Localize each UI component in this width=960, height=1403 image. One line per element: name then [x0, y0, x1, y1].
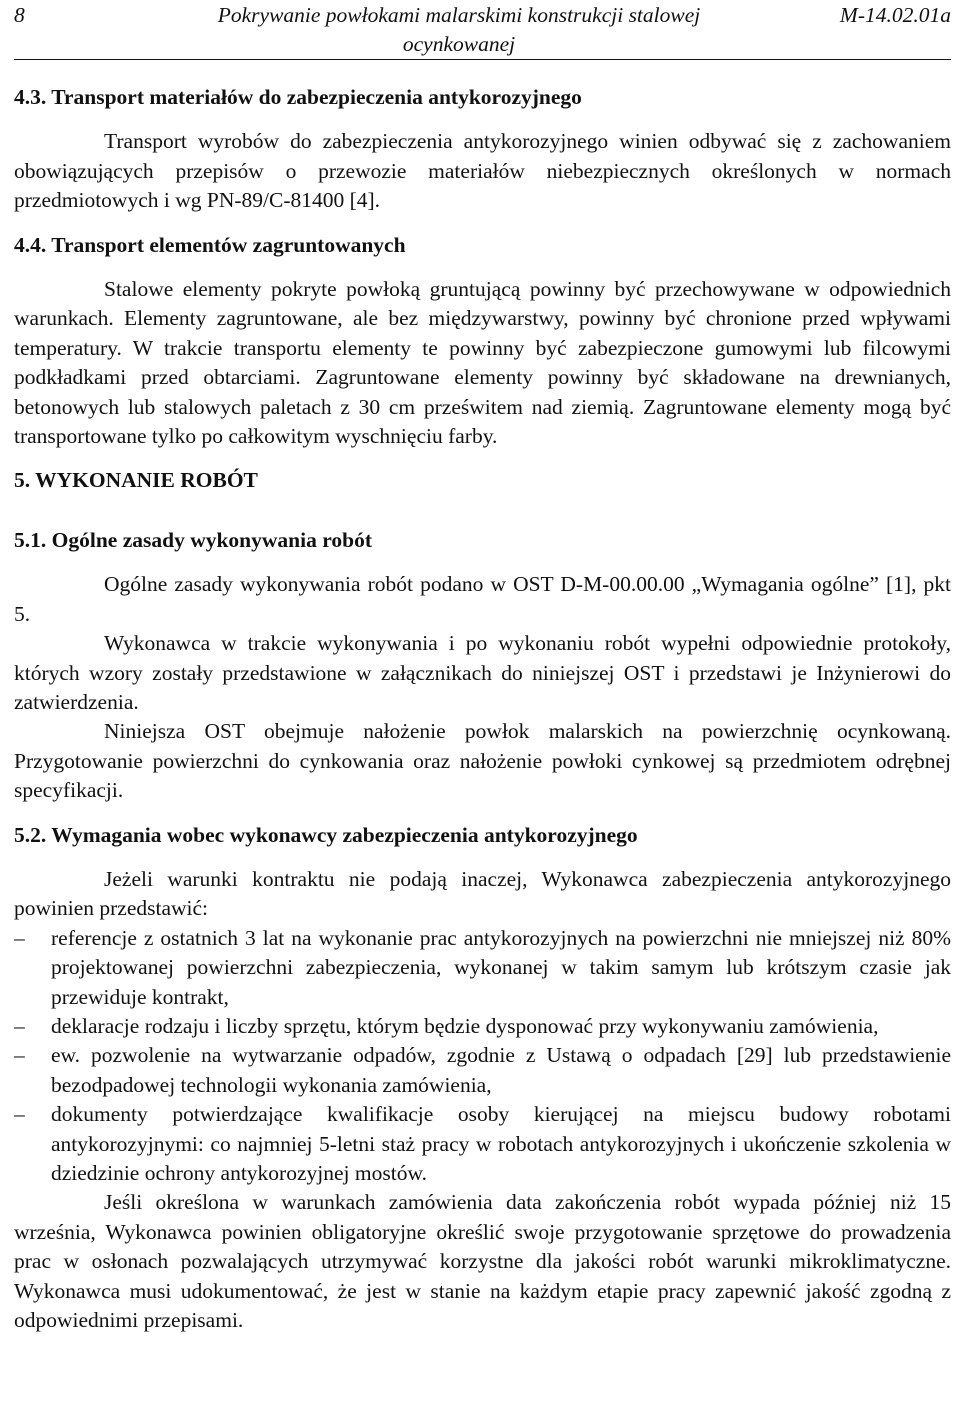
- dash-marker: –: [14, 1013, 25, 1038]
- list-item: [14, 1041, 951, 1100]
- heading-5: 5. WYKONANIE ROBÓT: [14, 468, 258, 493]
- paragraph-5-2-intro: Jeżeli warunki kontraktu nie podają inaczej, Wykonawca zabezpieczenia antykorozyjnego powinien przedstawić:: [14, 866, 951, 921]
- list-item: [14, 1100, 951, 1188]
- dash-marker: –: [14, 925, 25, 950]
- dash-marker: –: [14, 1102, 25, 1127]
- paragraph-4-3: Transport wyrobów do zabezpieczenia antykorozyjnego winien odbywać się z zachowaniem obowiązujących przepisów o przewozie materiałów niebezpiecznych określonych w normach przedmiotowych i wg PN-89/C-81400 [4].: [14, 129, 951, 213]
- paragraph-5-1-a: Ogólne zasady wykonywania robót podano w OST D-M-00.00.00 „Wymagania ogólne” [1], pkt 5.: [14, 572, 951, 626]
- paragraph-5-2-closing: Jeśli określona w warunkach zamówienia data zakończenia robót wypada później niż 15 września, Wykonawca powinien obligatoryjne określić swoje przygotowanie sprzętowe do prowadzenia prac w osłonach pozwalających utrzymywać korzystne dla jakości robót warunki mikroklimatyczne. Wykonawca musi udokumentować, że jest w stanie na każdym etapie pracy zapewnić jakość zgodną z odpowiednimi przepisami.: [14, 1190, 951, 1333]
- header-rule: [14, 59, 951, 60]
- header-title: Pokrywanie powłokami malarskimi konstrukcji stalowej ocynkowanej: [217, 3, 701, 56]
- paragraph-5-1-c: Niniejsza OST obejmuje nałożenie powłok malarskich na powierzchnię ocynkowaną. Przygotowanie powierzchni do cynkowania oraz nałożenie powłoki cynkowej są przedmiotem odrębnej specyfikacji.: [14, 719, 951, 803]
- requirements-list: [14, 924, 951, 1189]
- list-item-text: dokumenty potwierdzające kwalifikacje osoby kierującej na miejscu budowy robotami antykorozyjnymi: co najmniej 5-letni staż pracy w robotach antykorozyjnych i ukończenie szkolenia w dziedzinie ochrony antykorozyjnej mostów.: [51, 1102, 951, 1185]
- heading-4-4: 4.4. Transport elementów zagruntowanych: [14, 232, 406, 257]
- list-item: [14, 1012, 951, 1041]
- heading-4-3: 4.3. Transport materiałów do zabezpieczenia antykorozyjnego: [14, 85, 582, 109]
- page-header: [14, 0, 951, 60]
- spec-code: M-14.02.01a: [839, 3, 951, 27]
- heading-5-2: 5.2. Wymagania wobec wykonawcy zabezpieczenia antykorozyjnego: [14, 822, 638, 847]
- list-item-text: ew. pozwolenie na wytwarzanie odpadów, zgodnie z Ustawą o odpadach [29] lub przedstawienie bezodpadowej technologii wykonania zamówienia,: [51, 1043, 951, 1097]
- page-number: 8: [14, 3, 25, 27]
- list-item-text: referencje z ostatnich 3 lat na wykonanie prac antykorozyjnych na powierzchni nie mniejszej niż 80% projektowanej powierzchni zabezpieczenia, wykonanej w takim samym lub krótszym czasie jak przewiduje kontrakt,: [51, 925, 951, 1009]
- paragraph-4-4: Stalowe elementy pokryte powłoką gruntującą powinny być przechowywane w odpowiednich warunkach. Elementy zagruntowane, ale bez międzywarstwy, powinny być chronione przed wpływami temperatury. W trakcie transportu elementy te powinny być zabezpieczone gumowymi lub filcowymi podkładkami przed obtarciami. Zagruntowane elementy powinny być składowane na drewnianych, betonowych lub stalowych paletach z 30 cm prześwitem nad ziemią. Zagruntowane elementy mogą być transportowane tylko po całkowitym wyschnięciu farby.: [14, 277, 951, 449]
- heading-5-1: 5.1. Ogólne zasady wykonywania robót: [14, 527, 372, 552]
- list-item: [14, 924, 951, 1012]
- dash-marker: –: [14, 1043, 25, 1068]
- list-item-text: deklaracje rodzaju i liczby sprzętu, którym będzie dysponować przy wykonywaniu zamówienia,: [51, 1013, 879, 1038]
- page-content: [14, 83, 951, 1335]
- paragraph-5-1-b: Wykonawca w trakcie wykonywania i po wykonaniu robót wypełni odpowiednie protokoły, których wzory zostały przedstawione w załącznikach do niniejszej OST i przedstawi je Inżynierowi do zatwierdzenia.: [14, 631, 951, 714]
